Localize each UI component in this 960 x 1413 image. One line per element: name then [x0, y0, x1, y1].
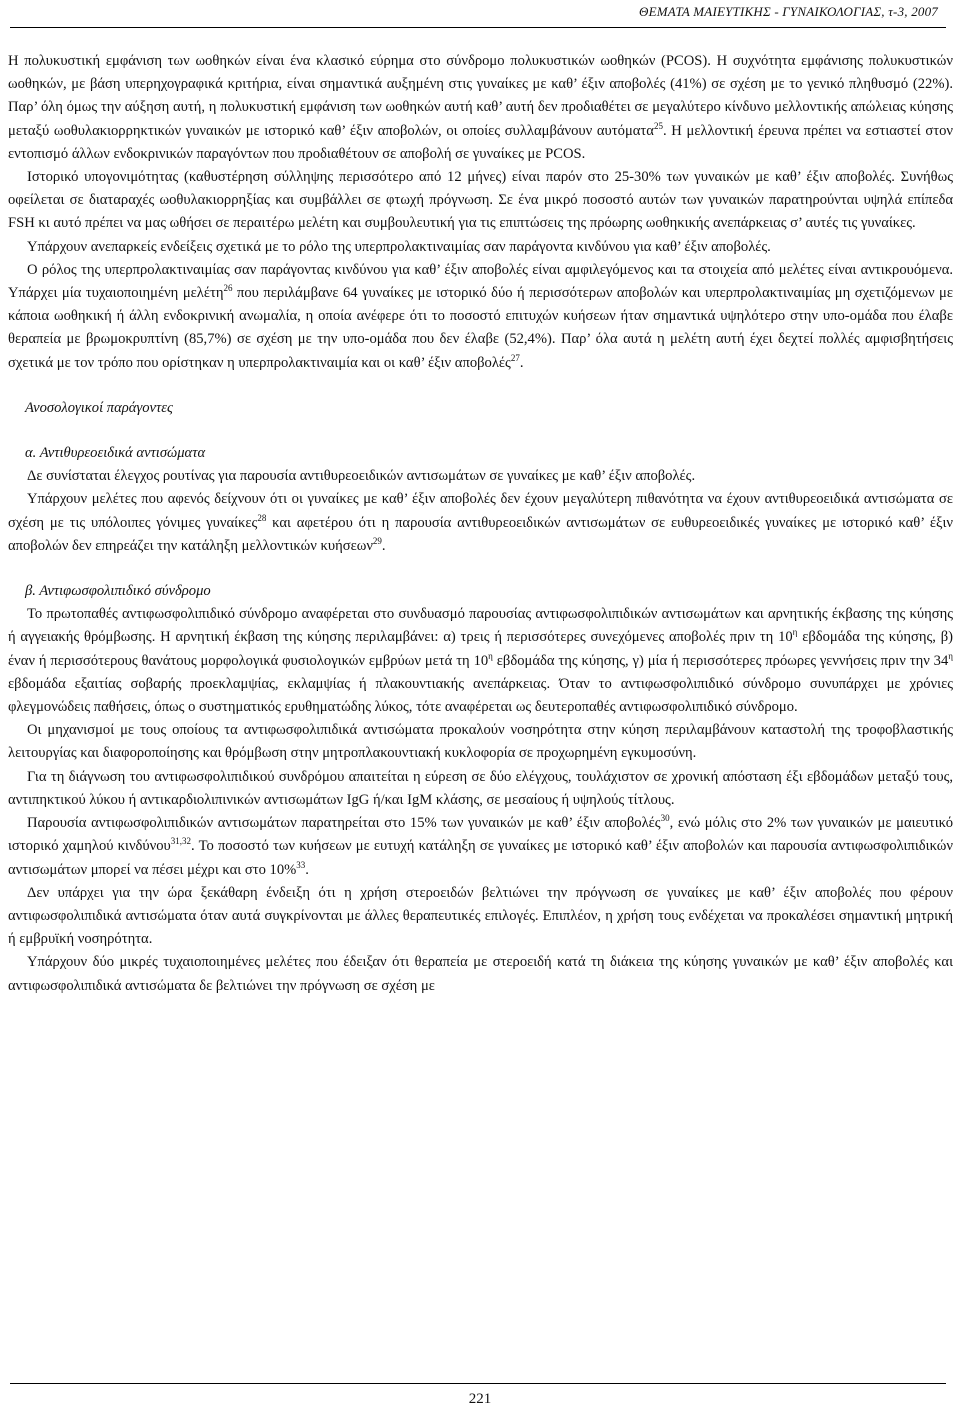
footer-rule	[10, 1383, 946, 1384]
section-heading-immunological: Ανοσολογικοί παράγοντες	[25, 399, 173, 416]
paragraph-aps-prevalence: Παρουσία αντιφωσφολιπιδικών αντισωμάτων παρατηρείται στο 15% των γυναικών με καθ’ έξιν αποβολές$^{30}$, ενώ μόλις στο 2% των γυναικών με μαιευτικό ιστορικό χαμηλού κινδύνου$^{31,32}$. Το ποσοστό των κυήσεων με ευτυχή κατάληξη σε γυναίκες με ιστορικό καθ’ έξιν αποβολών και παρουσία αντιφωσφολιπιδικών αντισωμάτων μπορεί να πέσει μέχρι και στο 10%$^{33}$.	[8, 813, 953, 878]
citation-31-32: 31,32	[170, 836, 192, 847]
subsection-heading-antiphospholipid: β. Αντιφωσφολιπιδικό σύνδρομο	[25, 583, 211, 600]
subsection-heading-antithyroid: α. Αντιθυρεοειδικά αντισώματα	[25, 445, 206, 462]
paragraph-hyperprolactinemia-summary: Υπάρχουν ανεπαρκείς ενδείξεις σχετικά με το ρόλο της υπερπρολακτιναιμίας σαν παράγοντα κινδύνου για καθ’ έξιν αποβολές.	[27, 238, 771, 255]
paragraph-hyperprolactinemia: Ο ρόλος της υπερπρολακτιναιμίας σαν παράγοντας κινδύνου για καθ’ έξιν αποβολές είναι αμφιλεγόμενος και τα στοιχεία από μελέτες είναι αντικρουόμενα. Υπάρχει μία τυχαιοποιημένη μελέτη$^{26}$ που περιλάμβανε 64 γυναίκες με ιστορικό δύο ή περισσότερων αποβολών και υπερπρολακτιναιμίας μη σχετιζόμενων με κάποια ωοθηκική ή άλλη ενδοκρινική ανωμαλία, η οποία ανέφερε ότι το ποσοστό επιτυχών κυήσεων ήταν σημαντικά υψηλότερο στην υπο-ομάδα που έλαβε θεραπεία με βρωμοκρυπτίνη (85,7%) σε σχέση με την υπο-ομάδα που δεν έλαβε (52,4%). Παρ’ όλα αυτά η μελέτη αυτή έχει δεχτεί πολλές αμφισβητήσεις σχετικά με τον τρόπο που ορίστηκαν η υπερπρολακτιναιμία και οι καθ’ έξιν αποβολές$^{27}$.	[8, 261, 954, 371]
citation-30: 30	[660, 813, 670, 824]
paragraph-aps-diagnosis: Για τη διάγνωση του αντιφωσφολιπιδικού συνδρόμου απαιτείται η εύρεση σε δύο ελέγχους, τουλάχιστον σε χρονική απόσταση έξι εβδομάδων μεταξύ τους, αντιπηκτικού λύκου ή αντικαρδιολιπινικών αντισωμάτων IgG ή/και IgM κλάσης, σε μεσαίους ή υψηλούς τίτλους.	[8, 768, 953, 808]
paragraph-aps-mechanisms: Οι μηχανισμοί με τους οποίους τα αντιφωσφολιπιδικά αντισώματα προκαλούν νοσηρότητα στην κύηση περιλαμβάνουν καταστολή της τροφοβλαστικής λειτουργίας και διαφοροποίησης και θρόμβωση στην μητροπλακουντιακή κυκλοφορία σε προχωρημένη εγκυμοσύνη.	[8, 722, 953, 762]
paragraph-pcos: Η πολυκυστική εμφάνιση των ωοθηκών είναι ένα κλασικό εύρημα στο σύνδρομο πολυκυστικών ωοθηκών (PCOS). Η συχνότητα εμφάνισης πολυκυστικών ωοθηκών, με βάση υπερηχογραφικά κριτήρια, είναι σημαντικά αυξημένη στις γυναίκες με καθ’ έξιν αποβολές (41%) σε σχέση με το γενικό πληθυσμό (22%). Παρ’ όλη όμως την αύξηση αυτή, η πολυκυστική εμφάνιση των ωοθηκών αυτή καθ’ αυτή δεν προδιαθέτει σε μεγαλύτερο κίνδυνο μελλοντικής απώλειας κύησης μεταξύ ωοθυλακιορρηκτικών γυναικών με ιστορικό καθ’ έξιν αποβολών, οι οποίες συλλαμβάνουν αυτόματα$^{25}$. Η μελλοντική έρευνα πρέπει να εστιαστεί στον εντοπισμό άλλων ενδοκρινικών παραγόντων που προδιαθέτουν σε αποβολή σε γυναίκες με PCOS.	[8, 53, 953, 162]
paragraph-antithyroid-studies: Υπάρχουν μελέτες που αφενός δείχνουν ότι οι γυναίκες με καθ’ έξιν αποβολές δεν έχουν μεγαλύτερη πιθανότητα να έχουν αντιθυρεοειδικά αντισώματα σε σχέση με τις υπόλοιπες γόνιμες γυναίκες$^{28}$ και αφετέρου ότι η παρουσία αντιθυρεοειδικών αντισωμάτων σε ευθυρεοειδικές γυναίκες με ιστορικό καθ’ έξιν αποβολών δεν επηρεάζει την κατάληξη μελλοντικών κυήσεων$^{29}$.	[8, 491, 953, 554]
citation-29: 29	[372, 535, 382, 546]
paragraph-steroids-trials: Υπάρχουν δύο μικρές τυχαιοποιημένες μελέτες που έδειξαν ότι θεραπεία με στεροειδή κατά τη διάκεια της κύησης γυναικών με καθ’ έξιν αποβολές και αντιφωσφολιπιδικά αντισώματα δε βελτιώνει την πρόγνωση σε σχέση με	[8, 954, 953, 994]
paragraph-aps-definition: Το πρωτοπαθές αντιφωσφολιπιδικό σύνδρομο αναφέρεται στο συνδυασμό παρουσίας αντιφωσφολιπιδικών αντισωμάτων και αρνητικής έκβασης της κύησης ή αγγειακής θρόμβωσης. Η αρνητική έκβαση της κύησης περιλαμβάνει: α) τρεις ή περισσότερες συνεχόμενες αποβολές πριν τη $10^\eta$ εβδομάδα της κύησης, β) έναν ή περισσότερους θανάτους μορφολογικά φυσιολογικών εμβρύων μετά τη $10^\eta$ εβδομάδα της κύησης, γ) μία ή περισσότερες πρόωρες γεννήσεις πριν την $34^\eta$ εβδομάδα εξαιτίας σοβαρής προεκλαμψίας, εκλαμψίας ή πλακουντιακής ανεπάρκειας. Όταν το αντιφωσφολιπιδικό σύνδρομο συνυπάρχει με χρόνιες φλεγμονώδεις παθήσεις, όπως ο συστηματικός ερυθηματώδης λύκος, τότε αναφέρεται ως δευτεροπαθές αντιφωσφολιπιδικό σύνδρομο.	[8, 606, 953, 716]
header-rule	[10, 27, 946, 28]
running-header: ΘΕΜΑΤΑ ΜΑΙΕΥΤΙΚΗΣ - ΓΥΝΑΙΚΟΛΟΓΙΑΣ, τ-3, 2007	[639, 4, 938, 19]
paragraph-antithyroid-screening: Δε συνίσταται έλεγχος ρουτίνας για παρουσία αντιθυρεοειδικών αντισωμάτων σε γυναίκες με καθ’ έξιν αποβολές.	[27, 468, 696, 485]
citation-27: 27	[510, 352, 520, 363]
article-body	[8, 50, 953, 998]
page-number: 221	[468, 1391, 492, 1407]
paragraph-subfertility: Ιστορικό υπογονιμότητας (καθυστέρηση σύλληψης περισσότερο από 12 μήνες) είναι παρόν στο 25-30% των γυναικών με καθ’ έξιν αποβολές. Συνήθως οφείλεται σε διαταραχές ωοθυλακιορρηξίας και συμβάλλει σε φτωχή πρόγνωση. Σε ένα μικρό ποσοστό αυτών των γυναικών παρατηρούνται υψηλά επίπεδα FSH κι αυτό πρέπει να μας ωθήσει σε περαιτέρω μελέτη και συμβουλευτική για τις επιπτώσεις της πρόωρης ωοθηκικής ανεπάρκειας σ’ αυτές τις γυναίκες.	[8, 169, 953, 232]
citation-25: 25	[653, 120, 663, 131]
citation-33: 33	[296, 859, 306, 870]
citation-26: 26	[223, 283, 233, 294]
citation-28: 28	[257, 512, 267, 523]
paragraph-steroids-evidence: Δεν υπάρχει για την ώρα ξεκάθαρη ένδειξη ότι η χρήση στεροειδών βελτιώνει την πρόγνωση σε γυναίκες με καθ’ έξιν αποβολές που φέρουν αντιφωσφολιπιδικά αντισώματα όταν αυτά συγκρίνονται με άλλες θεραπευτικές επιλογές. Επιπλέον, η χρήση τους ενδέχεται να προκαλέσει σημαντική μητρική ή εμβρυϊκή νοσηρότητα.	[8, 884, 953, 948]
